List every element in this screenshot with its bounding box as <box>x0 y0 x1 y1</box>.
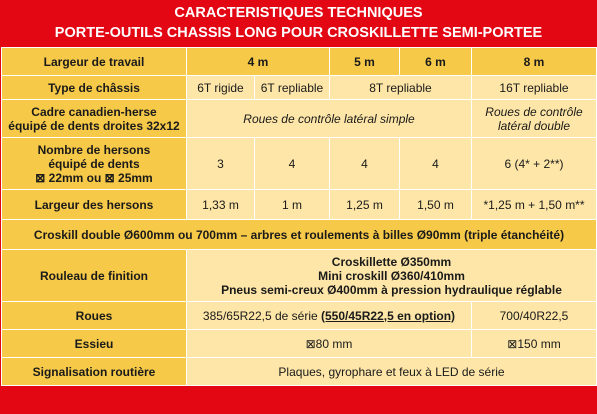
label-roues: Roues <box>2 302 187 330</box>
label-hersons-line-3: ⊠ 22mm ou ⊠ 25mm <box>35 170 153 185</box>
col-8m: 8 m <box>472 48 597 76</box>
cell-chassis-6t-rigide: 6T rigide <box>187 76 255 100</box>
row-nombre-hersons <box>2 138 597 190</box>
roues-serie: 385/65R22,5 de série <box>202 308 318 323</box>
cell-largeur-e: *1,25 m + 1,50 m** <box>472 190 597 220</box>
label-hersons-line-2: équipé de dents <box>48 156 140 171</box>
row-largeur-travail <box>2 48 597 76</box>
cell-roues-double-line-2: latéral double <box>497 118 571 133</box>
label-largeur-hersons: Largeur des hersons <box>2 190 187 220</box>
row-largeur-hersons <box>2 190 597 220</box>
cell-roues-controle-simple: Roues de contrôle latéral simple <box>187 100 472 138</box>
row-type-chassis <box>2 76 597 100</box>
label-cadre <box>2 100 187 138</box>
row-rouleau <box>2 250 597 302</box>
cell-hersons-a: 3 <box>187 138 255 190</box>
row-essieu <box>2 330 597 358</box>
cell-roues-controle-double <box>472 100 597 138</box>
page-title <box>0 0 597 44</box>
label-cadre-line-1: Cadre canadien-herse <box>31 104 157 119</box>
cell-croskill-double: Croskill double Ø600mm ou 700mm – arbres et roulements à billes Ø90mm (triple étanchéité) <box>2 220 597 250</box>
col-4m: 4 m <box>187 48 330 76</box>
cell-hersons-c: 4 <box>330 138 400 190</box>
cell-roues-standard <box>187 302 472 330</box>
cell-largeur-c: 1,25 m <box>330 190 400 220</box>
label-signalisation: Signalisation routière <box>2 358 187 386</box>
row-croskill <box>2 220 597 250</box>
label-rouleau: Rouleau de finition <box>2 250 187 302</box>
rouleau-line-3: Pneus semi-creux Ø400mm à pression hydraulique réglable <box>221 282 562 297</box>
cell-essieu-8m: ⊠150 mm <box>472 330 597 358</box>
cell-essieu-standard: ⊠80 mm <box>187 330 472 358</box>
cell-largeur-b: 1 m <box>255 190 330 220</box>
label-hersons-line-1: Nombre de hersons <box>37 142 151 157</box>
label-largeur-travail: Largeur de travail <box>2 48 187 76</box>
label-nombre-hersons <box>2 138 187 190</box>
spec-table <box>1 47 597 386</box>
cell-largeur-d: 1,50 m <box>400 190 472 220</box>
cell-hersons-d: 4 <box>400 138 472 190</box>
cell-chassis-8t: 8T repliable <box>330 76 472 100</box>
label-cadre-line-2: équipé de dents droites 32x12 <box>8 118 180 133</box>
cell-hersons-b: 4 <box>255 138 330 190</box>
cell-chassis-16t: 16T repliable <box>472 76 597 100</box>
col-5m: 5 m <box>330 48 400 76</box>
label-type-chassis: Type de châssis <box>2 76 187 100</box>
cell-hersons-e: 6 (4* + 2**) <box>472 138 597 190</box>
col-6m: 6 m <box>400 48 472 76</box>
cell-rouleau-options <box>187 250 597 302</box>
rouleau-line-1: Croskillette Ø350mm <box>331 254 452 269</box>
label-essieu: Essieu <box>2 330 187 358</box>
cell-signalisation: Plaques, gyrophare et feux à LED de série <box>187 358 597 386</box>
cell-largeur-a: 1,33 m <box>187 190 255 220</box>
cell-roues-double-line-1: Roues de contrôle <box>485 104 583 119</box>
title-line-2: PORTE-OUTILS CHASSIS LONG POUR CROSKILLETTE SEMI-PORTEE <box>54 25 543 41</box>
cell-roues-8m: 700/40R22,5 <box>472 302 597 330</box>
row-cadre <box>2 100 597 138</box>
cell-chassis-6t-repliable: 6T repliable <box>255 76 330 100</box>
title-line-1: CARACTERISTIQUES TECHNIQUES <box>174 5 423 21</box>
row-roues <box>2 302 597 330</box>
rouleau-line-2: Mini croskill Ø360/410mm <box>318 268 465 283</box>
roues-option: (550/45R22,5 en option) <box>321 308 456 323</box>
row-signalisation <box>2 358 597 386</box>
